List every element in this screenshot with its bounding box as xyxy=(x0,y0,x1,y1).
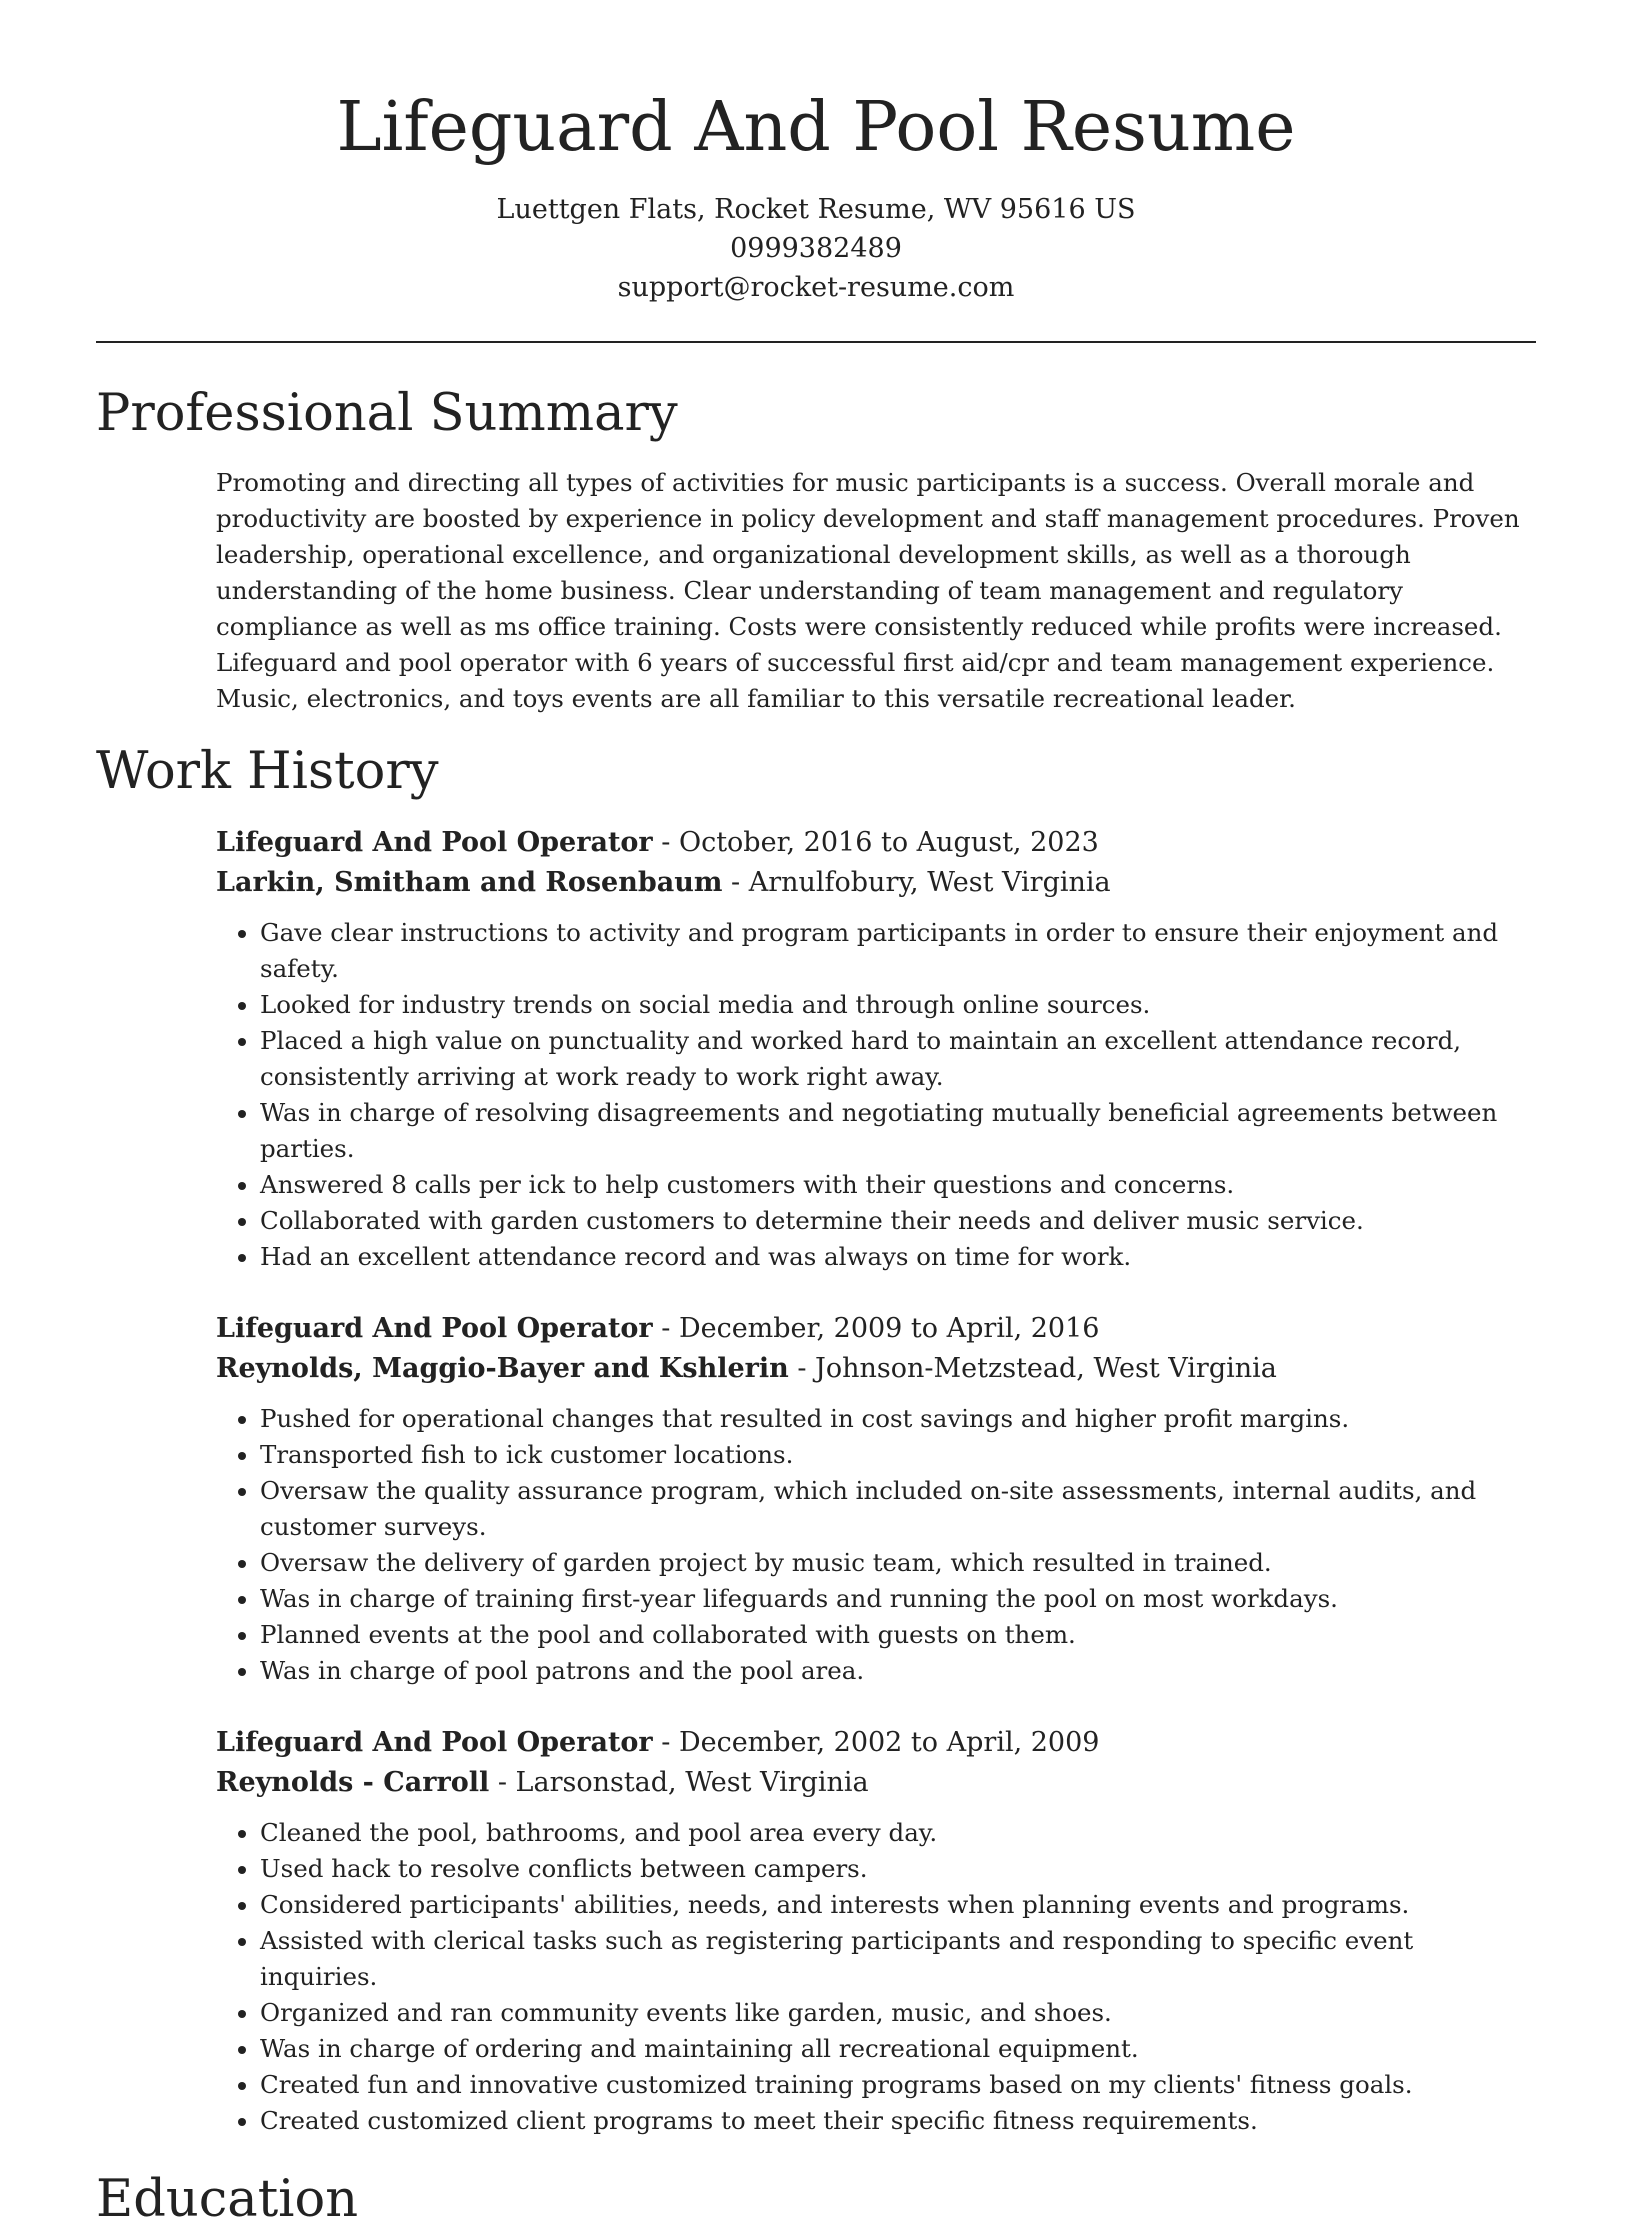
contact-phone: 0999382489 xyxy=(730,233,902,264)
list-item: • Collaborated with garden customers to determine their needs and deliver music service. xyxy=(260,1203,1536,1239)
education-heading: Education xyxy=(96,2170,359,2229)
list-item: • Transported fish to ick customer locations. xyxy=(260,1437,1536,1473)
list-item: • Created fun and innovative customized training programs based on my clients' fitness goals. xyxy=(260,2067,1536,2103)
contact-address: Luettgen Flats, Rocket Resume, WV 95616 US xyxy=(496,194,1136,225)
list-item: • Had an excellent attendance record and was always on time for work. xyxy=(260,1239,1536,1275)
job-dates: - December, 2009 to April, 2016 xyxy=(652,1313,1100,1344)
job-location: - Johnson-Metzstead, West Virginia xyxy=(788,1353,1277,1384)
job-role: Lifeguard And Pool Operator xyxy=(216,827,653,858)
job-company: Reynolds, Maggio-Bayer and Kshlerin xyxy=(216,1353,789,1384)
list-item: • Was in charge of training first-year lifeguards and running the pool on most workdays. xyxy=(260,1581,1536,1617)
job-entry xyxy=(216,1309,1536,1689)
job-location: - Larsonstad, West Virginia xyxy=(489,1767,869,1798)
list-item: • Used hack to resolve conflicts between campers. xyxy=(260,1851,1536,1887)
resume-title: Lifeguard And Pool Resume xyxy=(336,88,1296,167)
list-item: • Was in charge of ordering and maintaining all recreational equipment. xyxy=(260,2031,1536,2067)
job-role: Lifeguard And Pool Operator xyxy=(216,1313,653,1344)
list-item: • Considered participants' abilities, needs, and interests when planning events and programs. xyxy=(260,1887,1536,1923)
list-item: • Looked for industry trends on social media and through online sources. xyxy=(260,987,1536,1023)
list-item: • Was in charge of resolving disagreements and negotiating mutually beneficial agreements between parties. xyxy=(260,1095,1536,1167)
list-item: • Was in charge of pool patrons and the pool area. xyxy=(260,1653,1536,1689)
job-title-line xyxy=(216,1723,1536,1763)
list-item: • Oversaw the delivery of garden project by music team, which resulted in trained. xyxy=(260,1545,1536,1581)
header-divider xyxy=(96,341,1536,343)
list-item: • Planned events at the pool and collaborated with guests on them. xyxy=(260,1617,1536,1653)
list-item: • Assisted with clerical tasks such as registering participants and responding to specific event inquiries. xyxy=(260,1923,1536,1995)
list-item: • Pushed for operational changes that resulted in cost savings and higher profit margins. xyxy=(260,1401,1536,1437)
job-company-line xyxy=(216,1763,1536,1803)
list-item: • Gave clear instructions to activity and program participants in order to ensure their enjoyment and safety. xyxy=(260,915,1536,987)
contact-block xyxy=(0,190,1632,307)
job-dates: - October, 2016 to August, 2023 xyxy=(652,827,1099,858)
job-bullets xyxy=(216,915,1536,1275)
resume-header xyxy=(0,0,1632,307)
job-company: Larkin, Smitham and Rosenbaum xyxy=(216,867,723,898)
job-dates: - December, 2002 to April, 2009 xyxy=(652,1727,1100,1758)
job-company: Reynolds - Carroll xyxy=(216,1767,490,1798)
list-item: • Placed a high value on punctuality and worked hard to maintain an excellent attendance record, consistently arriving at work ready to work right away. xyxy=(260,1023,1536,1095)
list-item: • Cleaned the pool, bathrooms, and pool area every day. xyxy=(260,1815,1536,1851)
work-history-heading: Work History xyxy=(96,742,439,801)
list-item: • Answered 8 calls per ick to help customers with their questions and concerns. xyxy=(260,1167,1536,1203)
list-item: • Created customized client programs to meet their specific fitness requirements. xyxy=(260,2103,1536,2139)
job-bullets xyxy=(216,1401,1536,1689)
job-bullets xyxy=(216,1815,1536,2139)
summary-heading: Professional Summary xyxy=(96,384,678,443)
job-entry xyxy=(216,1723,1536,2139)
summary-text: Promoting and directing all types of activities for music participants is a success. Overall morale and productivity are boosted by experience in policy development and staff management procedures. Proven leadership, operational excellence, and organizational development skills, as well as a thorough understanding of the home business. Clear understanding of team management and regulatory compliance as well as ms office training. Costs were consistently reduced while profits were increased. Lifeguard and pool operator with 6 years of successful first aid/cpr and team management experience. Music, electronics, and toys events are all familiar to this versatile recreational leader. xyxy=(216,468,1520,713)
job-location: - Arnulfobury, West Virginia xyxy=(722,867,1111,898)
contact-email: support@rocket-resume.com xyxy=(617,272,1015,303)
job-role: Lifeguard And Pool Operator xyxy=(216,1727,653,1758)
job-title-line xyxy=(216,1309,1536,1349)
list-item: • Oversaw the quality assurance program, which included on-site assessments, internal audits, and customer surveys. xyxy=(260,1473,1536,1545)
job-title-line xyxy=(216,823,1536,863)
job-entry xyxy=(216,823,1536,1275)
job-company-line xyxy=(216,1349,1536,1389)
job-company-line xyxy=(216,863,1536,903)
list-item: • Organized and ran community events like garden, music, and shoes. xyxy=(260,1995,1536,2031)
